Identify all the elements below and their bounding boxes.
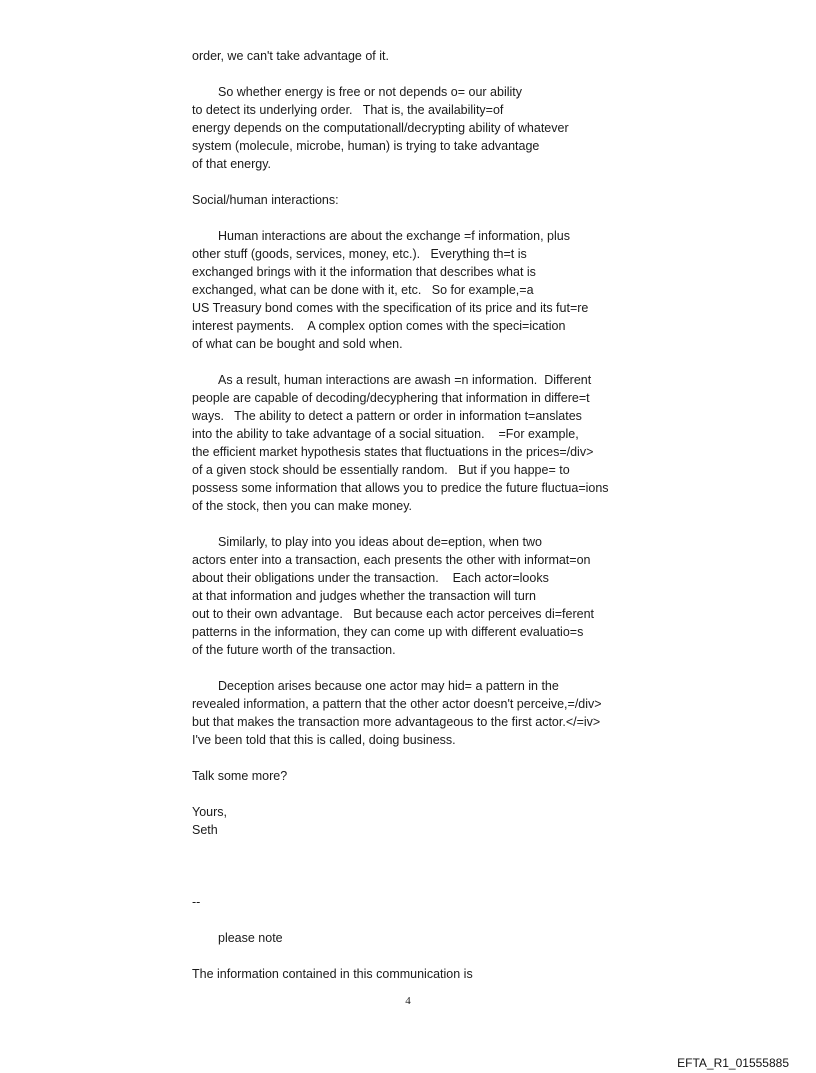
document-id: EFTA_R1_01555885 xyxy=(677,1056,789,1070)
paragraph-gap xyxy=(192,785,712,803)
body-line: people are capable of decoding/decyphering that information in differe=t xyxy=(192,391,590,405)
note-label: please note xyxy=(218,931,283,945)
body-line: other stuff (goods, services, money, etc.). Everything th=t is xyxy=(192,247,527,261)
paragraph-gap xyxy=(192,947,712,965)
body-line: exchanged, what can be done with it, etc. So for example,=a xyxy=(192,283,534,297)
body-line: system (molecule, microbe, human) is trying to take advantage xyxy=(192,139,540,153)
body-line: of the stock, then you can make money. xyxy=(192,499,413,513)
signature-separator: -- xyxy=(192,895,201,909)
paragraph-gap xyxy=(192,209,712,227)
body-line: but that makes the transaction more advantageous to the first actor.</=iv> xyxy=(192,715,601,729)
body-line: Similarly, to play into you ideas about de=eption, when two xyxy=(218,535,542,549)
body-line: exchanged brings with it the information that describes what is xyxy=(192,265,536,279)
body-line: order, we can't take advantage of it. xyxy=(192,49,389,63)
paragraph-awash-information xyxy=(192,371,712,515)
body-line: of that energy. xyxy=(192,157,271,171)
paragraph-gap xyxy=(192,911,712,929)
paragraph-deception-ideas xyxy=(192,533,712,659)
body-line: at that information and judges whether the transaction will turn xyxy=(192,589,536,603)
body-line: revealed information, a pattern that the other actor doesn't perceive,=/div> xyxy=(192,697,602,711)
body-line: to detect its underlying order. That is, the availability=of xyxy=(192,103,504,117)
body-line: about their obligations under the transaction. Each actor=looks xyxy=(192,571,549,585)
body-line: As a result, human interactions are awash =n information. Different xyxy=(218,373,592,387)
body-line: Human interactions are about the exchange =f information, plus xyxy=(218,229,570,243)
signoff: Yours, xyxy=(192,805,227,819)
body-line: ways. The ability to detect a pattern or order in information t=anslates xyxy=(192,409,582,423)
paragraph-gap xyxy=(192,173,712,191)
page-number: 4 xyxy=(405,995,411,1007)
signature-gap xyxy=(192,839,712,893)
email-body xyxy=(192,47,712,983)
body-line: the efficient market hypothesis states that fluctuations in the prices=/div> xyxy=(192,445,594,459)
body-line: Deception arises because one actor may hid= a pattern in the xyxy=(218,679,559,693)
body-line: possess some information that allows you to predice the future fluctua=ions xyxy=(192,481,609,495)
paragraph-gap xyxy=(192,65,712,83)
body-line: of what can be bought and sold when. xyxy=(192,337,403,351)
body-line: energy depends on the computationall/decrypting ability of whatever xyxy=(192,121,569,135)
body-line: interest payments. A complex option comes with the speci=ication xyxy=(192,319,566,333)
signature: Seth xyxy=(192,823,218,837)
paragraph-deception-arises xyxy=(192,677,712,749)
paragraph-gap xyxy=(192,515,712,533)
body-line: I've been told that this is called, doing business. xyxy=(192,733,456,747)
closing-question: Talk some more? xyxy=(192,769,288,783)
paragraph-gap xyxy=(192,659,712,677)
body-line: US Treasury bond comes with the specification of its price and its fut=re xyxy=(192,301,589,315)
body-line: patterns in the information, they can come up with different evaluatio=s xyxy=(192,625,584,639)
paragraph-gap xyxy=(192,749,712,767)
body-line: of a given stock should be essentially random. But if you happe= to xyxy=(192,463,570,477)
disclaimer-text: The information contained in this communication is xyxy=(192,967,473,981)
section-heading: Social/human interactions: xyxy=(192,193,339,207)
paragraph-human-interactions xyxy=(192,227,712,353)
body-line: out to their own advantage. But because each actor perceives di=ferent xyxy=(192,607,594,621)
body-line: actors enter into a transaction, each presents the other with informat=on xyxy=(192,553,591,567)
body-line: into the ability to take advantage of a social situation. =For example, xyxy=(192,427,579,441)
paragraph-gap xyxy=(192,353,712,371)
body-line: So whether energy is free or not depends o= our ability xyxy=(218,85,523,99)
body-line: of the future worth of the transaction. xyxy=(192,643,396,657)
paragraph-energy xyxy=(192,83,712,173)
